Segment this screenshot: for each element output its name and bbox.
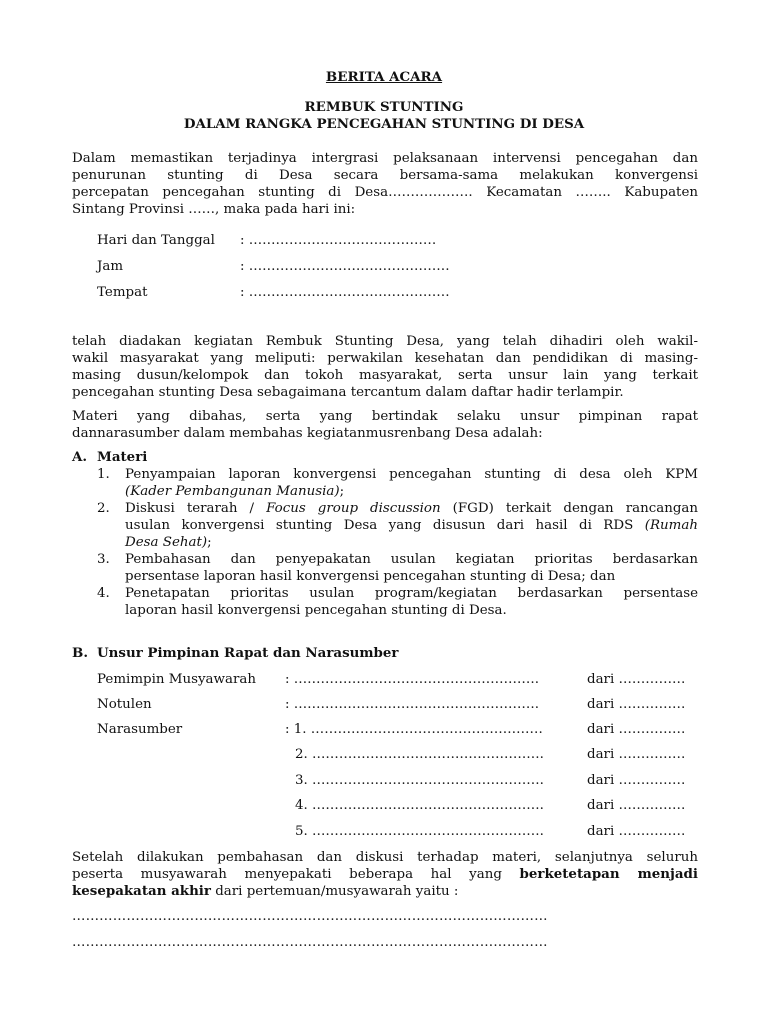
intro-paragraph xyxy=(72,150,698,218)
closing-paragraph xyxy=(72,849,698,900)
materi-item-1 xyxy=(97,466,698,500)
agreement-blank-line-2: …………………………………………………………………………………………… xyxy=(72,935,548,950)
item-tail: ; xyxy=(339,484,345,499)
closing-emphasis: kesepakatan akhir xyxy=(72,883,211,899)
narasumber-value-2: 2. ……………………………………………. xyxy=(295,747,544,762)
narasumber-value-3: 3. ……………………………………………. xyxy=(295,773,544,788)
item-line: Penyampaian laporan konvergensi pencegahan stunting di desa oleh KPM xyxy=(125,467,698,482)
item-line xyxy=(125,500,698,517)
time-value: : ……………………………………… xyxy=(240,259,450,274)
narasumber-origin-3: dari …………… xyxy=(587,773,686,788)
document-title: BERITA ACARA xyxy=(325,69,443,85)
date-value: : …………………………………… xyxy=(240,233,437,248)
place-label: Tempat xyxy=(97,285,148,300)
intro-line: penurunan stunting di Desa secara bersama-sama melakukan konvergensi xyxy=(72,168,698,183)
item-number: 1. xyxy=(97,467,110,482)
section-b-heading: Unsur Pimpinan Rapat dan Narasumber xyxy=(97,645,399,661)
narasumber-origin-5: dari …………… xyxy=(587,824,686,839)
paragraph-line xyxy=(72,866,698,883)
paragraph-line: telah diadakan kegiatan Rembuk Stunting Desa, yang telah dihadiri oleh wakil- xyxy=(72,334,698,349)
item-number: 4. xyxy=(97,586,110,601)
closing-emphasis: berketetapan menjadi xyxy=(519,866,698,882)
item-line xyxy=(125,534,698,551)
paragraph-line xyxy=(72,883,698,900)
materials-intro-paragraph xyxy=(72,408,698,442)
item-italic: (Kader Pembangunan Manusia) xyxy=(125,484,340,499)
item-line: persentase laporan hasil konvergensi pencegahan stunting di Desa; dan xyxy=(125,569,616,584)
intro-line: Sintang Provinsi ……, maka pada hari ini: xyxy=(72,202,356,217)
item-text: usulan konvergensi stunting Desa yang disusun dari hasil di RDS xyxy=(125,518,645,533)
leader-value: : ………………………………………………. xyxy=(285,672,540,687)
agreement-blank-line-1: …………………………………………………………………………………………… xyxy=(72,909,548,924)
intro-line: Dalam memastikan terjadinya intergrasi pelaksanaan intervensi pencegahan dan xyxy=(72,151,698,166)
date-row xyxy=(97,232,215,249)
closing-text: peserta musyawarah menyepakati beberapa hal yang xyxy=(72,867,520,882)
notulen-label: Notulen xyxy=(97,697,152,712)
item-italic: Desa Sehat) xyxy=(125,535,208,550)
intro-line: percepatan pencegahan stunting di Desa………………. Kecamatan …….. Kabupaten xyxy=(72,185,698,200)
item-tail: ; xyxy=(207,535,212,550)
place-row xyxy=(97,284,147,301)
narasumber-origin-4: dari …………… xyxy=(587,798,686,813)
paragraph-line: wakil masyarakat yang meliputi: perwakilan kesehatan dan pendidikan di masing- xyxy=(72,351,698,366)
section-a-heading: Materi xyxy=(97,449,148,465)
item-number: 3. xyxy=(97,552,110,567)
item-line: laporan hasil konvergensi pencegahan stunting di Desa. xyxy=(125,603,507,618)
item-text: (FGD) terkait dengan rancangan xyxy=(440,501,699,516)
item-italic: Focus group discussion xyxy=(266,501,441,516)
item-line xyxy=(125,483,698,500)
place-value: : ……………………………………… xyxy=(240,285,450,300)
document-subtitle-2: DALAM RANGKA PENCEGAHAN STUNTING DI DESA xyxy=(183,116,585,132)
section-a-marker: A. xyxy=(72,449,88,465)
narasumber-value-1: : 1. ……………………………………………. xyxy=(285,722,543,737)
paragraph-line: dannarasumber dalam membahas kegiatanmusrenbang Desa adalah: xyxy=(72,426,543,441)
materi-item-3 xyxy=(97,551,698,585)
section-b-marker: B. xyxy=(72,645,88,661)
item-italic: (Rumah xyxy=(644,518,698,533)
narasumber-value-4: 4. ……………………………………………. xyxy=(295,798,544,813)
item-line: Penetapatan prioritas usulan program/kegiatan berdasarkan persentase xyxy=(125,586,698,601)
materi-item-2 xyxy=(97,500,698,551)
paragraph-line: Setelah dilakukan pembahasan dan diskusi terhadap materi, selanjutnya seluruh xyxy=(72,850,698,865)
attendance-paragraph xyxy=(72,333,698,401)
materi-item-4 xyxy=(97,585,698,619)
date-label: Hari dan Tanggal xyxy=(97,233,215,248)
paragraph-line: Materi yang dibahas, serta yang bertindak selaku unsur pimpinan rapat xyxy=(72,409,698,424)
item-line: Pembahasan dan penyepakatan usulan kegiatan prioritas berdasarkan xyxy=(125,552,698,567)
document-subtitle: REMBUK STUNTING xyxy=(304,99,464,115)
paragraph-line: masing dusun/kelompok dan tokoh masyarakat, serta unsur lain yang terkait xyxy=(72,368,698,383)
time-row xyxy=(97,258,123,275)
narasumber-origin-1: dari …………… xyxy=(587,722,686,737)
notulen-origin: dari …………… xyxy=(587,697,686,712)
notulen-value: : ………………………………………………. xyxy=(285,697,540,712)
paragraph-line: pencegahan stunting Desa sebagaimana tercantum dalam daftar hadir terlampir. xyxy=(72,385,624,400)
item-line xyxy=(125,517,698,534)
narasumber-value-5: 5. ……………………………………………. xyxy=(295,824,544,839)
item-number: 2. xyxy=(97,501,110,516)
leader-origin: dari …………… xyxy=(587,672,686,687)
leader-label: Pemimpin Musyawarah xyxy=(97,672,256,687)
narasumber-origin-2: dari …………… xyxy=(587,747,686,762)
item-text: Diskusi terarah / xyxy=(125,501,267,516)
closing-text: dari pertemuan/musyawarah yaitu : xyxy=(210,884,459,899)
time-label: Jam xyxy=(97,259,124,274)
narasumber-label: Narasumber xyxy=(97,722,183,737)
